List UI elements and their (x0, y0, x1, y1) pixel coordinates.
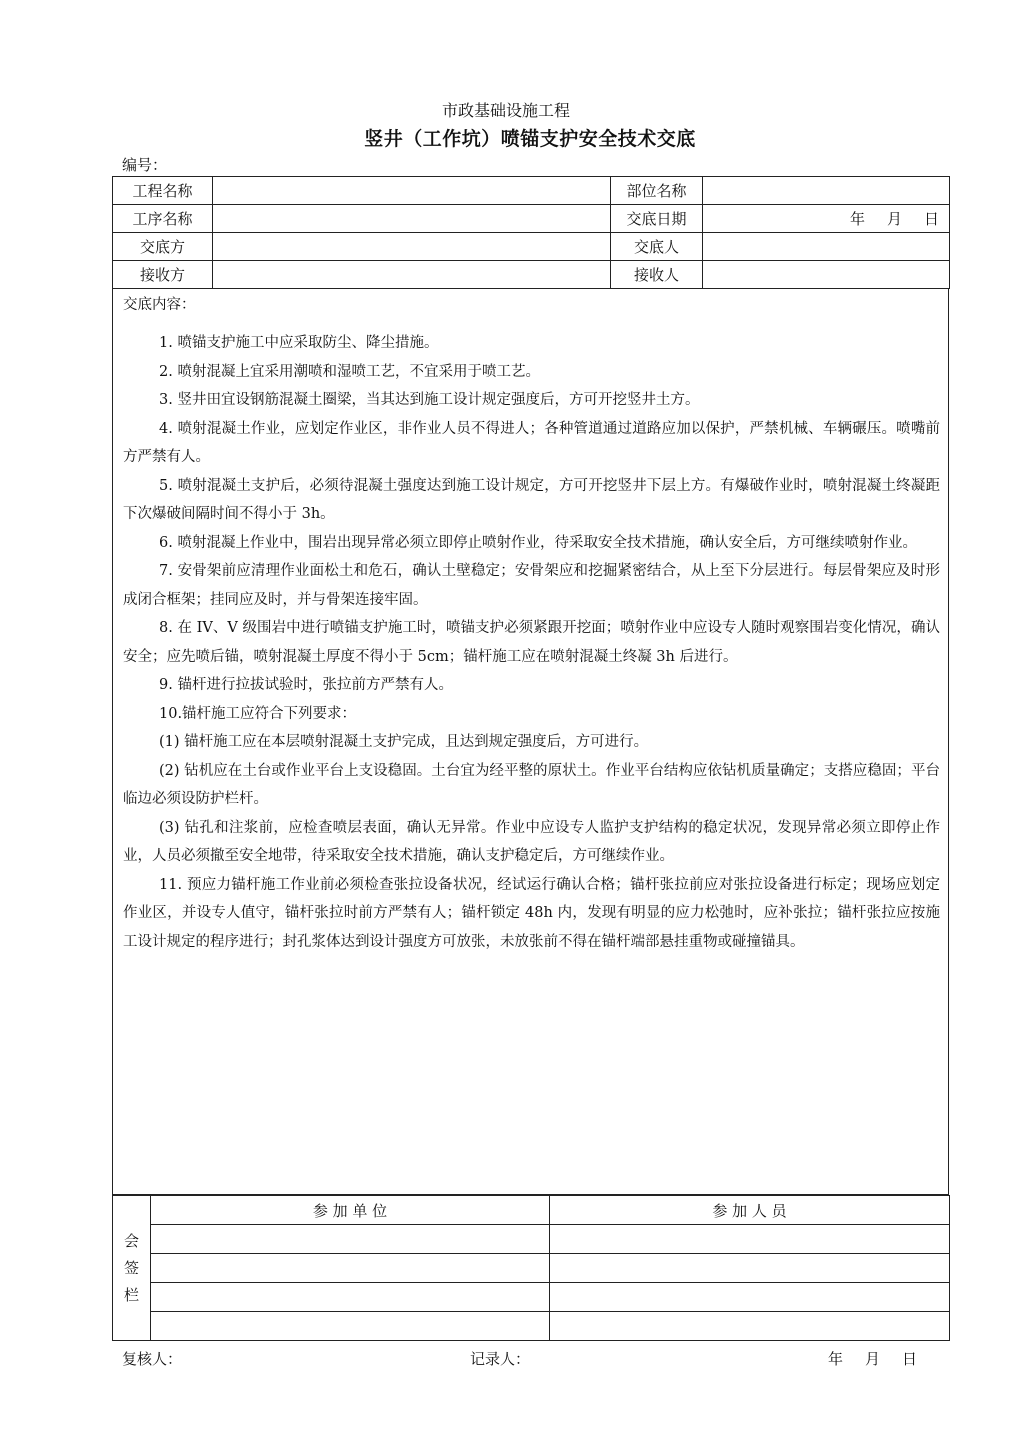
unit-field[interactable] (151, 1312, 550, 1341)
person-field[interactable] (550, 1225, 950, 1254)
content-subitem: (2) 钻机应在土台或作业平台上支设稳固。土台宜为经平整的原状土。作业平台结构应依钻机质量确定；支搭应稳固；平台临边必须设防护栏杆。 (123, 762, 940, 807)
handover-party-field[interactable] (213, 233, 611, 261)
footer-year: 年 (828, 1350, 844, 1368)
content-item: 2. 喷射混凝上宜采用潮喷和湿喷工艺，不宜采用于喷工艺。 (159, 363, 540, 380)
content-item: 4. 喷射混凝土作业，应划定作业区，非作业人员不得进人；各种管道通过道路应加以保护，严禁机械、车辆碾压。喷嘴前方严禁有人。 (123, 420, 940, 465)
unit-field[interactable] (151, 1254, 550, 1283)
content-item: 3. 竖井田宜设钢筋混凝土圈梁，当其达到施工设计规定强度后，方可开挖竖井土方。 (159, 392, 700, 408)
handover-party-label: 交底方 (113, 233, 213, 261)
unit-column-header: 参 加 单 位 (151, 1196, 550, 1225)
process-name-field[interactable] (213, 205, 611, 233)
signature-table (112, 1195, 950, 1341)
content-item: 11. 预应力锚杆施工作业前必须检查张拉设备状况，经试运行确认合格；锚杆张拉前应对张拉设备进行标定；现场应划定作业区，并设专人值守，锚杆张拉时前方严禁有人；锚杆锁定 48h 内，发现有明显的应力松弛时，应补张拉；锚杆张拉应按施工设计规定的程序进行；封孔浆体达到设计强度方可放张，未放张前不得在锚杆端部悬挂重物或碰撞锚具。 (123, 876, 940, 950)
process-name-label: 工序名称 (113, 205, 213, 233)
content-subitem: (1) 锚杆施工应在本层喷射混凝土支护完成，且达到规定强度后，方可进行。 (159, 734, 649, 750)
table-row (113, 1283, 950, 1312)
content-item: 8. 在 IV、V 级围岩中进行喷锚支护施工时，喷锚支护必须紧跟开挖面；喷射作业中应设专人随时观察围岩变化情况，确认安全；应先喷后锚，喷射混凝土厚度不得小于 5cm；锚杆施工应在喷射混凝土终凝 3h 后进行。 (123, 620, 940, 665)
document-number-label: 编号： (122, 156, 168, 174)
project-name-field[interactable] (213, 177, 611, 205)
handover-date-label: 交底日期 (611, 205, 703, 233)
content-item: 1. 喷锚支护施工中应采取防尘、降尘措施。 (159, 335, 439, 351)
receiving-party-field[interactable] (213, 261, 611, 289)
table-row (113, 1225, 950, 1254)
document-subtitle: 市政基础设施工程 (441, 101, 570, 120)
date-day: 日 (923, 210, 939, 228)
part-name-field[interactable] (703, 177, 950, 205)
handover-person-field[interactable] (703, 233, 950, 261)
info-table (112, 176, 950, 289)
table-row (113, 177, 950, 205)
person-field[interactable] (550, 1283, 950, 1312)
table-row (113, 233, 950, 261)
content-item: 9. 锚杆进行拉拔试验时，张拉前方严禁有人。 (159, 677, 453, 693)
table-row (113, 1254, 950, 1283)
person-column-header: 参 加 人 员 (550, 1196, 950, 1225)
content-section (112, 289, 949, 1195)
content-item: 7. 安骨架前应清理作业面松土和危石，确认土壁稳定；安骨架应和挖掘紧密结合，从上至下分层进行。每层骨架应及时形成闭合框架；挂同应及时，并与骨架连接牢固。 (123, 563, 940, 608)
date-month: 月 (886, 210, 902, 228)
recorder-label: 记录人： (470, 1350, 531, 1368)
content-subitem: (3) 钻孔和注浆前，应检查喷层表面，确认无异常。作业中应设专人监护支护结构的稳定状况，发现异常必须立即停止作业，人员必须撤至安全地带，待采取安全技术措施，确认支护稳定后，方可继续作业。 (123, 819, 940, 864)
handover-date-field[interactable] (703, 205, 950, 233)
table-row (113, 205, 950, 233)
table-row (113, 1312, 950, 1341)
document-title: 竖井（工作坑）喷锚支护安全技术交底 (364, 128, 696, 150)
footer-month: 月 (865, 1350, 881, 1368)
project-name-label: 工程名称 (113, 177, 213, 205)
receiver-field[interactable] (703, 261, 950, 289)
content-item: 5. 喷射混凝土支护后，必须待混凝土强度达到施工设计规定，方可开挖竖井下层上方。有爆破作业时，喷射混凝土终凝距下次爆破间隔时间不得小于 3h。 (123, 477, 940, 522)
content-body (123, 329, 940, 956)
content-item: 10.锚杆施工应符合下列要求： (159, 705, 357, 722)
unit-field[interactable] (151, 1283, 550, 1312)
date-year: 年 (849, 210, 865, 228)
footer-day: 日 (902, 1350, 918, 1368)
handover-person-label: 交底人 (611, 233, 703, 261)
signature-label: 会 签 栏 (113, 1196, 151, 1341)
content-item: 6. 喷射混凝上作业中，围岩出现异常必须立即停止喷射作业，待采取安全技术措施，确认安全后，方可继续喷射作业。 (159, 534, 917, 551)
reviewer-label: 复核人： (122, 1350, 183, 1368)
person-field[interactable] (550, 1254, 950, 1283)
person-field[interactable] (550, 1312, 950, 1341)
content-label: 交底内容： (123, 297, 196, 313)
receiver-label: 接收人 (611, 261, 703, 289)
unit-field[interactable] (151, 1225, 550, 1254)
table-row (113, 1196, 950, 1225)
table-row (113, 261, 950, 289)
part-name-label: 部位名称 (611, 177, 703, 205)
receiving-party-label: 接收方 (113, 261, 213, 289)
footer-date (828, 1348, 917, 1369)
